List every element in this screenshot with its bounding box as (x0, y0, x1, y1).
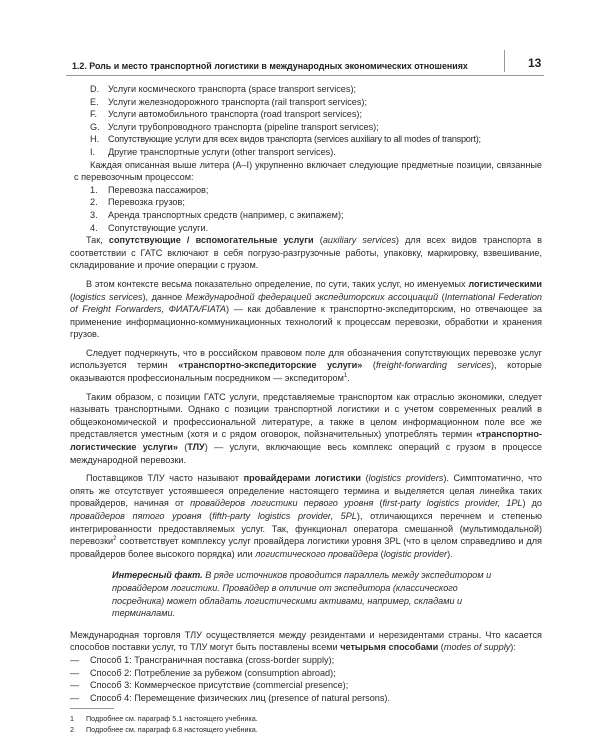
list-item: F. Услуги автомобильного транспорта (road transport services); (90, 109, 363, 120)
header-rule (66, 75, 544, 76)
page-number: 13 (528, 56, 542, 70)
header-divider (504, 50, 505, 72)
list-item: H. Сопутствующие услуги для всех видов транспорта (services auxiliary to all modes of transport); (90, 134, 481, 145)
main-text (70, 234, 542, 735)
footnote-ref: 2 (113, 536, 117, 543)
list-item: — Способ 2: Потребление за рубежом (consumption abroad); (70, 667, 336, 678)
footnote-ref: 1 (343, 373, 348, 380)
running-header: 1.2. Роль и место транспортной логистики в международных экономических отношениях (72, 61, 468, 71)
list-item: D. Услуги космического транспорта (space transport services); (90, 84, 357, 94)
list-item: 1. Перевозка пассажиров; (90, 184, 209, 195)
note-text: В ряде источников проводится параллель между экспедитором и провайдером логистики. Провайдер в отличие от экспедитора (классического посредника) может обладать логистическими активами, например, складами и терминалами. (112, 570, 492, 619)
interesting-fact-note (112, 569, 492, 619)
list-item: 3. Аренда транспортных средств (например, с экипажем); (90, 209, 344, 220)
numbered-list (90, 184, 542, 234)
page-body (70, 83, 543, 735)
list-item: G. Услуги трубопроводного транспорта (pipeline transport services); (90, 121, 379, 132)
footnote-rule (70, 708, 114, 709)
paragraph-modes-of-supply: Международная торговля ТЛУ осуществляется между резидентами и нерезидентами страны. Что касается способов поставки услуг, то ТЛУ могут быть поставлены всеми четырьмя способами (modes of supply): (70, 629, 542, 653)
paragraph-providers: Поставщиков ТЛУ часто называют провайдерами логистики (logistics providers). Симптоматично, что опять же отсутствует устоявшееся определение настоящего термина и выделяется целая линейка таких провайдеров, начиная от провайдеров логистики первого уровня (first-party logistics provider, 1PL) до провайдеров пятого уровня (fifth-party logistics provider, 5PL), отличающихся перечнем и степенью интегрированности предоставляемых услуг. Так, функционал оператора смешанной (мультимодальной) перевозки$^2$ соответствует комплексу услуг провайдера логистики уровня 3PL (что в целом справедливо и для провайдеров более высокого порядка) или логистического провайдера (logistic provider). (70, 473, 543, 559)
list-item: E. Услуги железнодорожного транспорта (rail transport services); (90, 96, 368, 107)
list-item: 4. Сопутствующие услуги. (90, 222, 209, 233)
paragraph-auxiliary-services: Так, сопутствующие / вспомогательные услуги (auxiliary services) для всех видов транспорта в соответствии с ГАТС включают в себя погрузо-разгрузочные работы, упаковку, маркировку, взвешивание, складирование и прочие операции с грузом. (70, 235, 542, 271)
footnote: 1 Подробнее см. параграф 5.1 настоящего учебника. (70, 714, 258, 724)
dash-list (70, 654, 542, 704)
intro-paragraph: Каждая описанная выше литера (A–I) укрупненно включает следующие предметные позиции, связанные с перевозочным процессом: (74, 159, 542, 183)
list-item: 2. Перевозка грузов; (90, 197, 185, 208)
paragraph-tlu: Таким образом, с позиции ГАТС услуги, представляемые транспортом как отраслью экономики, следует называть транспортными. Однако с позиции транспортной логистики и с учетом современных реалий в общеэкономической и профессиональной литературе, а также в целом информационном поле все же представляется уместным (хотя и с рядом оговорок, пойзначительных) употреблять термин «транспортно-логистические услуги» (ТЛУ) — услуги, включающие весь комплекс операций с грузом в процессе международной перевозки. (70, 391, 542, 465)
list-item: — Способ 4: Перемещение физических лиц (presence of natural persons). (70, 692, 390, 703)
list-item: I. Другие транспортные услуги (other transport services). (90, 146, 336, 157)
letter-list (90, 83, 542, 159)
paragraph-logistics-services: В этом контексте весьма показательно определение, по сути, таких услуг, но именуемых логистическими (logistics services), данное Международной федерацией экспедиторских ассоциаций (International Federation of Freight Forwarders, ФИАТА/FIATA) — как добавление к транспортно-экспедиторским, но отвечающее за применение информационно-коммуникационных технологий к процессам перевозки, обработки и хранения грузов. (70, 278, 543, 340)
list-item: — Способ 3: Коммерческое присутствие (commercial presence); (70, 680, 349, 691)
paragraph-freight-forwarding: Следует подчеркнуть, что в российском правовом поле для обозначения сопутствующих перевозке услуг используется термин «транспортно-экспедиторские услуги» (freight-forwarding services), которые оказываются профессиональным посредником — экспедитором$^1$. (70, 347, 542, 384)
note-label: Интересный факт. (112, 570, 203, 581)
list-item: — Способ 1: Трансграничная поставка (cross-border supply); (70, 654, 335, 665)
footnote: 2 Подробнее см. параграф 6.8 настоящего учебника. (70, 725, 258, 735)
